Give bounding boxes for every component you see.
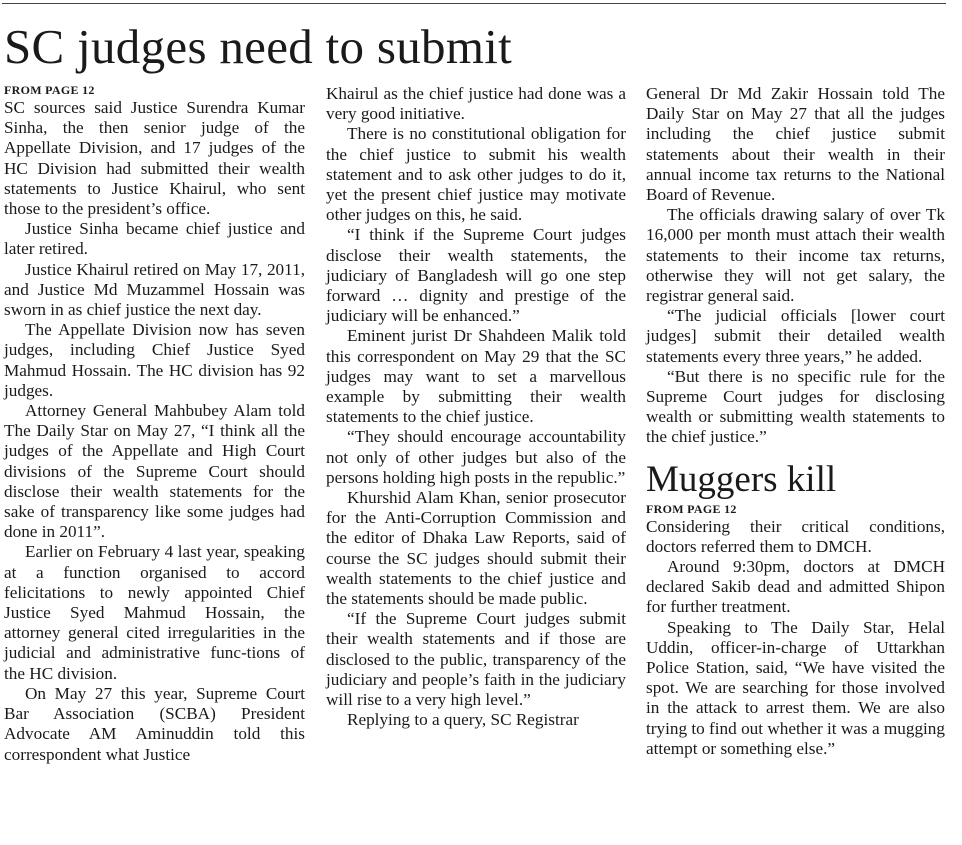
- column-3: [646, 84, 945, 759]
- headline: SC judges need to submit: [4, 19, 513, 74]
- paragraph: Considering their critical conditions, doctors referred them to DMCH.: [646, 516, 945, 556]
- paragraph: Justice Sinha became chief justice and later retired.: [4, 219, 305, 259]
- paragraph: “If the Supreme Court judges submit their wealth statements and if those are disclosed to the public, transparency of the judiciary and people’s faith in the judiciary will rise to a very high level.”: [326, 609, 626, 710]
- paragraph: Attorney General Mahbubey Alam told The Daily Star on May 27, “I think all the judges of the Appellate and High Court divisions of the Supreme Court should disclose their wealth statements for the sake of transparency like some judges had done in 2011”.: [4, 401, 305, 542]
- paragraph: “But there is no specific rule for the Supreme Court judges for disclosing wealth or submitting wealth statements to the chief justice.”: [646, 366, 945, 447]
- paragraph: Earlier on February 4 last year, speaking at a function organised to accord felicitations to newly appointed Chief Justice Syed Mahmud Hossain, the attorney general cited irregularities in the judicial and administrative func-tions of the HC division.: [4, 542, 305, 683]
- paragraph: SC sources said Justice Surendra Kumar Sinha, the then senior judge of the Appellate Division, and 17 judges of the HC Division had submitted their wealth statements to Justice Khairul, who sent those to the president’s office.: [4, 98, 305, 219]
- paragraph: “The judicial officials [lower court judges] submit their detailed wealth statements every three years,” he added.: [646, 306, 945, 366]
- paragraph: “I think if the Supreme Court judges disclose their wealth statements, the judiciary of Bangladesh will go one step forward … dignity and prestige of the judiciary will be enhanced.”: [326, 225, 626, 326]
- paragraph: The Appellate Division now has seven judges, including Chief Justice Syed Mahmud Hossain. The HC division has 92 judges.: [4, 320, 305, 400]
- top-rule: [2, 3, 946, 4]
- paragraph: There is no constitutional obligation for the chief justice to submit his wealth statement and to ask other judges to do it, yet the present chief justice may motivate other judges on this, he said.: [326, 124, 626, 225]
- second-story-headline: Muggers kill: [646, 458, 837, 500]
- paragraph: Eminent jurist Dr Shahdeen Malik told this correspondent on May 29 that the SC judges may want to set a marvellous example by submitting their wealth statements to the chief justice.: [326, 326, 626, 427]
- second-story-kicker: FROM PAGE 12: [646, 501, 737, 516]
- paragraph: Speaking to The Daily Star, Helal Uddin, officer-in-charge of Uttarkhan Police Station, said, “We have visited the spot. We are searching for those involved in the attack to arrest them. We are also trying to find out whether it was a mugging attempt or something else.”: [646, 617, 945, 758]
- column-1: [4, 83, 305, 765]
- paragraph: Around 9:30pm, doctors at DMCH declared Sakib dead and admitted Shipon for further treatment.: [646, 557, 945, 617]
- paragraph-continued: Khairul as the chief justice had done was a very good initiative.: [326, 84, 626, 124]
- column-2: [326, 84, 626, 731]
- paragraph: The officials drawing salary of over Tk 16,000 per month must attach their wealth statements to their income tax returns, otherwise they will not get salary, the registrar general said.: [646, 205, 945, 306]
- paragraph-continued: General Dr Md Zakir Hossain told The Daily Star on May 27 that all the judges including the chief justice submit statements about their wealth in their annual income tax returns to the National Board of Revenue.: [646, 84, 945, 205]
- kicker-from-page: FROM PAGE 12: [4, 83, 95, 97]
- paragraph: Replying to a query, SC Registrar: [347, 710, 579, 730]
- paragraph: Justice Khairul retired on May 17, 2011, and Justice Md Muzammel Hossain was sworn in as chief justice the next day.: [4, 259, 305, 320]
- paragraph: Khurshid Alam Khan, senior prosecutor for the Anti-Corruption Commission and the editor of Dhaka Law Reports, said of course the SC judges should submit their wealth statements to the chief justice and the statements should be made public.: [326, 488, 626, 609]
- paragraph: On May 27 this year, Supreme Court Bar Association (SCBA) President Advocate AM Aminuddin told this correspondent what Justice: [4, 683, 305, 764]
- paragraph: “They should encourage accountability not only of other judges but also of the persons holding high posts in the republic.”: [326, 427, 626, 487]
